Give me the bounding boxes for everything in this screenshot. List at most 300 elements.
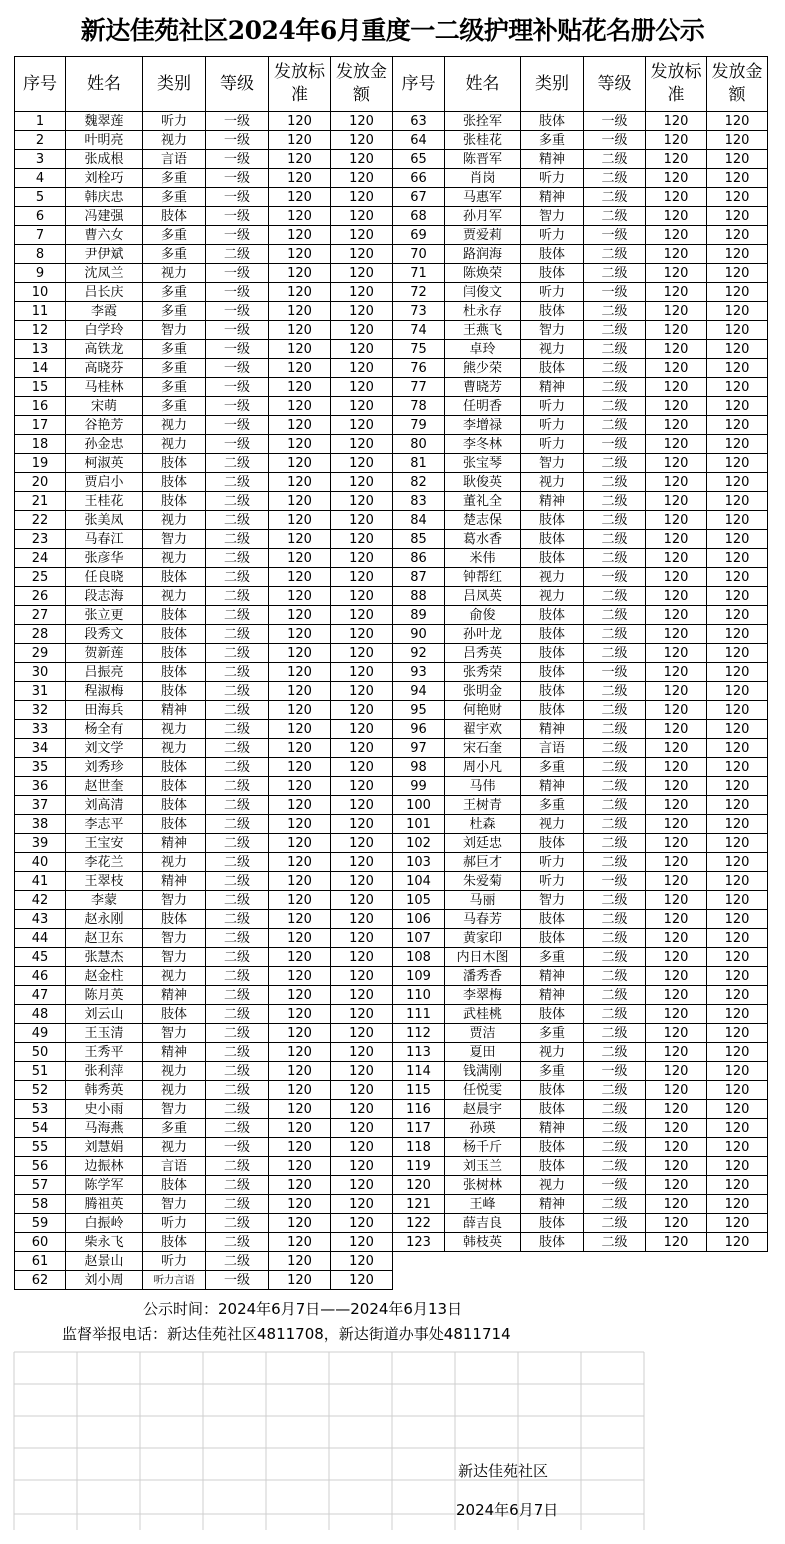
cell-seq: 112 [393,1024,445,1043]
cell-standard: 120 [646,1195,707,1214]
cell-name: 段志海 [66,587,143,606]
cell-level: 一级 [206,397,269,416]
cell-standard: 120 [269,1100,331,1119]
cell-name: 张彦华 [66,549,143,568]
cell-name: 韩秀英 [66,1081,143,1100]
cell-standard: 120 [269,1195,331,1214]
cell-seq: 19 [15,454,66,473]
cell-name: 翟宇欢 [445,720,521,739]
cell-name: 葛水香 [445,530,521,549]
cell-category: 肢体 [143,1176,206,1195]
cell-seq: 71 [393,264,445,283]
cell-level: 二级 [206,1081,269,1100]
cell-amount: 120 [707,777,768,796]
cell-standard: 120 [269,397,331,416]
cell-amount: 120 [331,1233,393,1252]
cell-category: 精神 [143,1043,206,1062]
cell-seq: 39 [15,834,66,853]
cell-category: 多重 [143,340,206,359]
cell-seq: 77 [393,378,445,397]
cell-name: 李冬林 [445,435,521,454]
cell-amount: 120 [707,511,768,530]
cell-name: 闫俊文 [445,283,521,302]
cell-level: 二级 [584,1081,646,1100]
cell-level: 一级 [206,188,269,207]
cell-level: 二级 [584,777,646,796]
cell-name: 王翠枝 [66,872,143,891]
cell-standard: 120 [646,283,707,302]
cell-standard: 120 [646,739,707,758]
cell-standard: 120 [646,606,707,625]
cell-category: 肢体 [143,663,206,682]
cell-seq: 13 [15,340,66,359]
cell-seq: 74 [393,321,445,340]
cell-category: 多重 [143,245,206,264]
cell-seq: 17 [15,416,66,435]
cell-standard: 120 [646,967,707,986]
cell-amount: 120 [331,207,393,226]
cell-amount: 120 [331,948,393,967]
cell-name: 陈学军 [66,1176,143,1195]
cell-standard: 120 [646,625,707,644]
cell-category: 肢体 [521,929,584,948]
cell-level: 二级 [584,169,646,188]
cell-standard: 120 [646,169,707,188]
cell-amount: 120 [331,473,393,492]
cell-category: 智力 [143,1024,206,1043]
cell-standard: 120 [269,1157,331,1176]
cell-standard: 120 [646,1157,707,1176]
cell-level: 二级 [584,796,646,815]
cell-amount: 120 [707,473,768,492]
notice-period: 公示时间：2024年6月7日——2024年6月13日 [143,1300,463,1318]
cell-standard: 120 [646,1138,707,1157]
cell-seq: 29 [15,644,66,663]
cell-amount: 120 [331,1195,393,1214]
cell-seq: 24 [15,549,66,568]
cell-standard: 120 [646,929,707,948]
cell-category: 智力 [143,321,206,340]
cell-seq: 51 [15,1062,66,1081]
cell-amount: 120 [331,150,393,169]
cell-category: 听力 [143,112,206,131]
cell-amount: 120 [331,530,393,549]
cell-level: 二级 [206,682,269,701]
cell-amount: 120 [331,283,393,302]
cell-category: 肢体 [143,910,206,929]
cell-standard: 120 [269,1005,331,1024]
cell-category: 多重 [521,758,584,777]
cell-category: 肢体 [521,245,584,264]
cell-category: 肢体 [143,606,206,625]
cell-name: 李增禄 [445,416,521,435]
cell-name: 张树林 [445,1176,521,1195]
cell-amount: 120 [707,169,768,188]
cell-seq: 90 [393,625,445,644]
cell-amount: 120 [331,967,393,986]
cell-name: 钟帮红 [445,568,521,587]
cell-level: 二级 [206,815,269,834]
cell-seq: 96 [393,720,445,739]
cell-amount: 120 [707,948,768,967]
cell-level: 二级 [584,264,646,283]
cell-category: 智力 [521,321,584,340]
cell-standard: 120 [269,967,331,986]
cell-category: 视力 [521,568,584,587]
cell-amount: 120 [707,283,768,302]
cell-level: 二级 [584,492,646,511]
cell-level: 二级 [584,245,646,264]
cell-standard: 120 [646,720,707,739]
cell-seq: 122 [393,1214,445,1233]
cell-seq: 11 [15,302,66,321]
cell-standard: 120 [269,416,331,435]
cell-standard: 120 [646,207,707,226]
cell-amount: 120 [331,758,393,777]
cell-name: 杨全有 [66,720,143,739]
cell-seq: 55 [15,1138,66,1157]
cell-level: 二级 [584,454,646,473]
cell-standard: 120 [269,188,331,207]
cell-name: 王燕飞 [445,321,521,340]
cell-name: 钱满刚 [445,1062,521,1081]
cell-amount: 120 [707,1233,768,1252]
cell-standard: 120 [269,663,331,682]
cell-name: 李蒙 [66,891,143,910]
cell-level: 二级 [584,1157,646,1176]
cell-seq: 20 [15,473,66,492]
cell-level: 二级 [584,606,646,625]
cell-name: 朱爱菊 [445,872,521,891]
cell-level: 二级 [584,188,646,207]
cell-level: 二级 [584,378,646,397]
cell-name: 赵晨宇 [445,1100,521,1119]
cell-seq: 14 [15,359,66,378]
cell-amount: 120 [707,530,768,549]
cell-amount: 120 [707,758,768,777]
cell-amount: 120 [331,245,393,264]
cell-name: 张桂花 [445,131,521,150]
cell-standard: 120 [269,321,331,340]
cell-standard: 120 [269,1062,331,1081]
cell-level: 二级 [584,739,646,758]
cell-seq: 3 [15,150,66,169]
cell-category: 智力 [143,929,206,948]
cell-amount: 120 [331,321,393,340]
cell-standard: 120 [269,1119,331,1138]
cell-amount: 120 [331,188,393,207]
cell-amount: 120 [331,891,393,910]
cell-level: 一级 [206,112,269,131]
cell-name: 夏田 [445,1043,521,1062]
column-header: 类别 [143,57,206,112]
cell-amount: 120 [331,169,393,188]
cell-amount: 120 [331,1119,393,1138]
cell-category: 肢体 [521,644,584,663]
cell-name: 熊少荣 [445,359,521,378]
cell-amount: 120 [707,682,768,701]
cell-standard: 120 [269,682,331,701]
cell-category: 肢体 [521,530,584,549]
cell-category: 肢体 [521,1005,584,1024]
cell-seq: 109 [393,967,445,986]
cell-category: 视力 [521,473,584,492]
cell-standard: 120 [269,739,331,758]
cell-category: 视力 [143,416,206,435]
cell-standard: 120 [269,606,331,625]
cell-name: 王树青 [445,796,521,815]
cell-seq: 92 [393,644,445,663]
cell-standard: 120 [646,796,707,815]
cell-standard: 120 [269,796,331,815]
cell-amount: 120 [707,1062,768,1081]
cell-level: 一级 [584,1176,646,1195]
cell-name: 柯淑英 [66,454,143,473]
cell-amount: 120 [707,549,768,568]
cell-name: 孙月军 [445,207,521,226]
cell-standard: 120 [646,1024,707,1043]
cell-standard: 120 [269,264,331,283]
cell-name: 李花兰 [66,853,143,872]
cell-name: 马桂林 [66,378,143,397]
cell-amount: 120 [707,131,768,150]
cell-level: 二级 [206,530,269,549]
cell-category: 听力 [521,283,584,302]
cell-amount: 120 [331,416,393,435]
cell-category: 听力 [521,397,584,416]
cell-level: 二级 [584,340,646,359]
cell-category: 视力 [521,815,584,834]
cell-seq: 44 [15,929,66,948]
cell-level: 二级 [206,834,269,853]
cell-category: 肢体 [143,1233,206,1252]
cell-category: 视力 [143,131,206,150]
cell-level: 二级 [206,929,269,948]
cell-seq: 7 [15,226,66,245]
cell-name: 刘秀珍 [66,758,143,777]
cell-level: 一级 [584,112,646,131]
cell-seq: 114 [393,1062,445,1081]
cell-category: 肢体 [143,796,206,815]
cell-seq: 21 [15,492,66,511]
cell-category: 听力 [521,226,584,245]
cell-amount: 120 [331,1176,393,1195]
cell-standard: 120 [269,1138,331,1157]
cell-amount: 120 [331,492,393,511]
cell-name: 楚志保 [445,511,521,530]
cell-amount: 120 [707,587,768,606]
cell-level: 一级 [206,302,269,321]
cell-seq: 111 [393,1005,445,1024]
cell-seq: 25 [15,568,66,587]
cell-standard: 120 [646,815,707,834]
cell-level: 二级 [584,1214,646,1233]
cell-level: 二级 [206,1195,269,1214]
cell-category: 精神 [143,701,206,720]
cell-amount: 120 [707,1195,768,1214]
cell-amount: 120 [707,891,768,910]
cell-level: 二级 [584,321,646,340]
cell-seq: 33 [15,720,66,739]
cell-seq: 117 [393,1119,445,1138]
cell-level: 二级 [584,720,646,739]
cell-category: 智力 [521,454,584,473]
cell-level: 二级 [206,701,269,720]
cell-level: 二级 [584,1233,646,1252]
cell-seq: 46 [15,967,66,986]
cell-level: 二级 [206,1214,269,1233]
cell-category: 肢体 [143,777,206,796]
cell-amount: 120 [707,1081,768,1100]
cell-name: 赵景山 [66,1252,143,1271]
cell-name: 马海燕 [66,1119,143,1138]
cell-amount: 120 [707,1157,768,1176]
cell-amount: 120 [331,606,393,625]
cell-standard: 120 [646,150,707,169]
cell-amount: 120 [707,207,768,226]
cell-category: 视力 [143,1138,206,1157]
column-header: 发放金额 [707,57,768,112]
cell-standard: 120 [269,853,331,872]
cell-level: 一级 [206,264,269,283]
cell-category: 视力 [521,1176,584,1195]
cell-level: 一级 [206,435,269,454]
cell-standard: 120 [646,1119,707,1138]
cell-name: 刘高清 [66,796,143,815]
cell-seq: 56 [15,1157,66,1176]
cell-amount: 120 [707,1100,768,1119]
cell-category: 多重 [521,948,584,967]
cell-level: 二级 [206,1062,269,1081]
cell-category: 多重 [143,226,206,245]
cell-name: 王秀平 [66,1043,143,1062]
cell-seq: 69 [393,226,445,245]
cell-seq: 32 [15,701,66,720]
cell-level: 一级 [206,1138,269,1157]
cell-category: 精神 [521,1119,584,1138]
cell-standard: 120 [269,207,331,226]
cell-name: 周小凡 [445,758,521,777]
cell-standard: 120 [269,378,331,397]
cell-seq: 113 [393,1043,445,1062]
cell-seq: 86 [393,549,445,568]
cell-seq: 84 [393,511,445,530]
cell-seq: 59 [15,1214,66,1233]
cell-name: 张立更 [66,606,143,625]
cell-amount: 120 [707,872,768,891]
cell-name: 贾爱莉 [445,226,521,245]
cell-name: 米伟 [445,549,521,568]
cell-amount: 120 [707,796,768,815]
cell-category: 肢体 [521,663,584,682]
cell-name: 郝巨才 [445,853,521,872]
cell-category: 智力 [143,1195,206,1214]
cell-standard: 120 [269,834,331,853]
cell-seq: 88 [393,587,445,606]
cell-level: 二级 [584,815,646,834]
cell-standard: 120 [269,777,331,796]
cell-level: 二级 [584,1138,646,1157]
cell-level: 二级 [206,777,269,796]
cell-category: 视力 [143,264,206,283]
cell-seq: 94 [393,682,445,701]
cell-category: 肢体 [521,549,584,568]
cell-seq: 121 [393,1195,445,1214]
cell-level: 一级 [206,207,269,226]
column-header: 等级 [206,57,269,112]
cell-seq: 64 [393,131,445,150]
cell-standard: 120 [269,112,331,131]
cell-standard: 120 [269,701,331,720]
cell-seq: 119 [393,1157,445,1176]
cell-standard: 120 [646,1214,707,1233]
cell-amount: 120 [707,359,768,378]
cell-amount: 120 [707,378,768,397]
cell-standard: 120 [646,112,707,131]
cell-standard: 120 [646,416,707,435]
cell-standard: 120 [646,1062,707,1081]
cell-seq: 16 [15,397,66,416]
cell-standard: 120 [269,758,331,777]
cell-seq: 9 [15,264,66,283]
notice-hotline: 监督举报电话：新达佳苑社区4811708，新达街道办事处4811714 [62,1325,511,1343]
cell-seq: 78 [393,397,445,416]
cell-category: 精神 [521,150,584,169]
cell-category: 精神 [521,378,584,397]
cell-name: 李翠梅 [445,986,521,1005]
cell-amount: 120 [707,1214,768,1233]
cell-category: 精神 [143,834,206,853]
cell-name: 刘慧娟 [66,1138,143,1157]
cell-standard: 120 [646,986,707,1005]
cell-name: 腾祖英 [66,1195,143,1214]
cell-name: 何艳财 [445,701,521,720]
cell-standard: 120 [269,245,331,264]
cell-name: 谷艳芳 [66,416,143,435]
cell-level: 一级 [206,1271,269,1290]
cell-standard: 120 [269,1024,331,1043]
cell-seq: 79 [393,416,445,435]
cell-amount: 120 [707,910,768,929]
cell-standard: 120 [646,568,707,587]
cell-amount: 120 [331,872,393,891]
cell-level: 一级 [206,359,269,378]
cell-standard: 120 [269,549,331,568]
cell-standard: 120 [646,264,707,283]
cell-level: 二级 [584,1119,646,1138]
cell-level: 二级 [206,587,269,606]
cell-category: 听力 [521,435,584,454]
cell-level: 二级 [584,207,646,226]
cell-standard: 120 [646,644,707,663]
cell-amount: 120 [331,1043,393,1062]
cell-category: 肢体 [521,910,584,929]
column-header: 序号 [15,57,66,112]
cell-category: 肢体 [143,492,206,511]
cell-standard: 120 [646,1005,707,1024]
cell-category: 听力言语 [143,1271,206,1290]
cell-amount: 120 [707,720,768,739]
cell-seq: 81 [393,454,445,473]
cell-category: 言语 [521,739,584,758]
cell-name: 马春芳 [445,910,521,929]
cell-seq: 30 [15,663,66,682]
cell-level: 二级 [206,1005,269,1024]
cell-level: 二级 [206,1176,269,1195]
cell-standard: 120 [269,986,331,1005]
cell-category: 肢体 [521,1157,584,1176]
cell-standard: 120 [646,853,707,872]
